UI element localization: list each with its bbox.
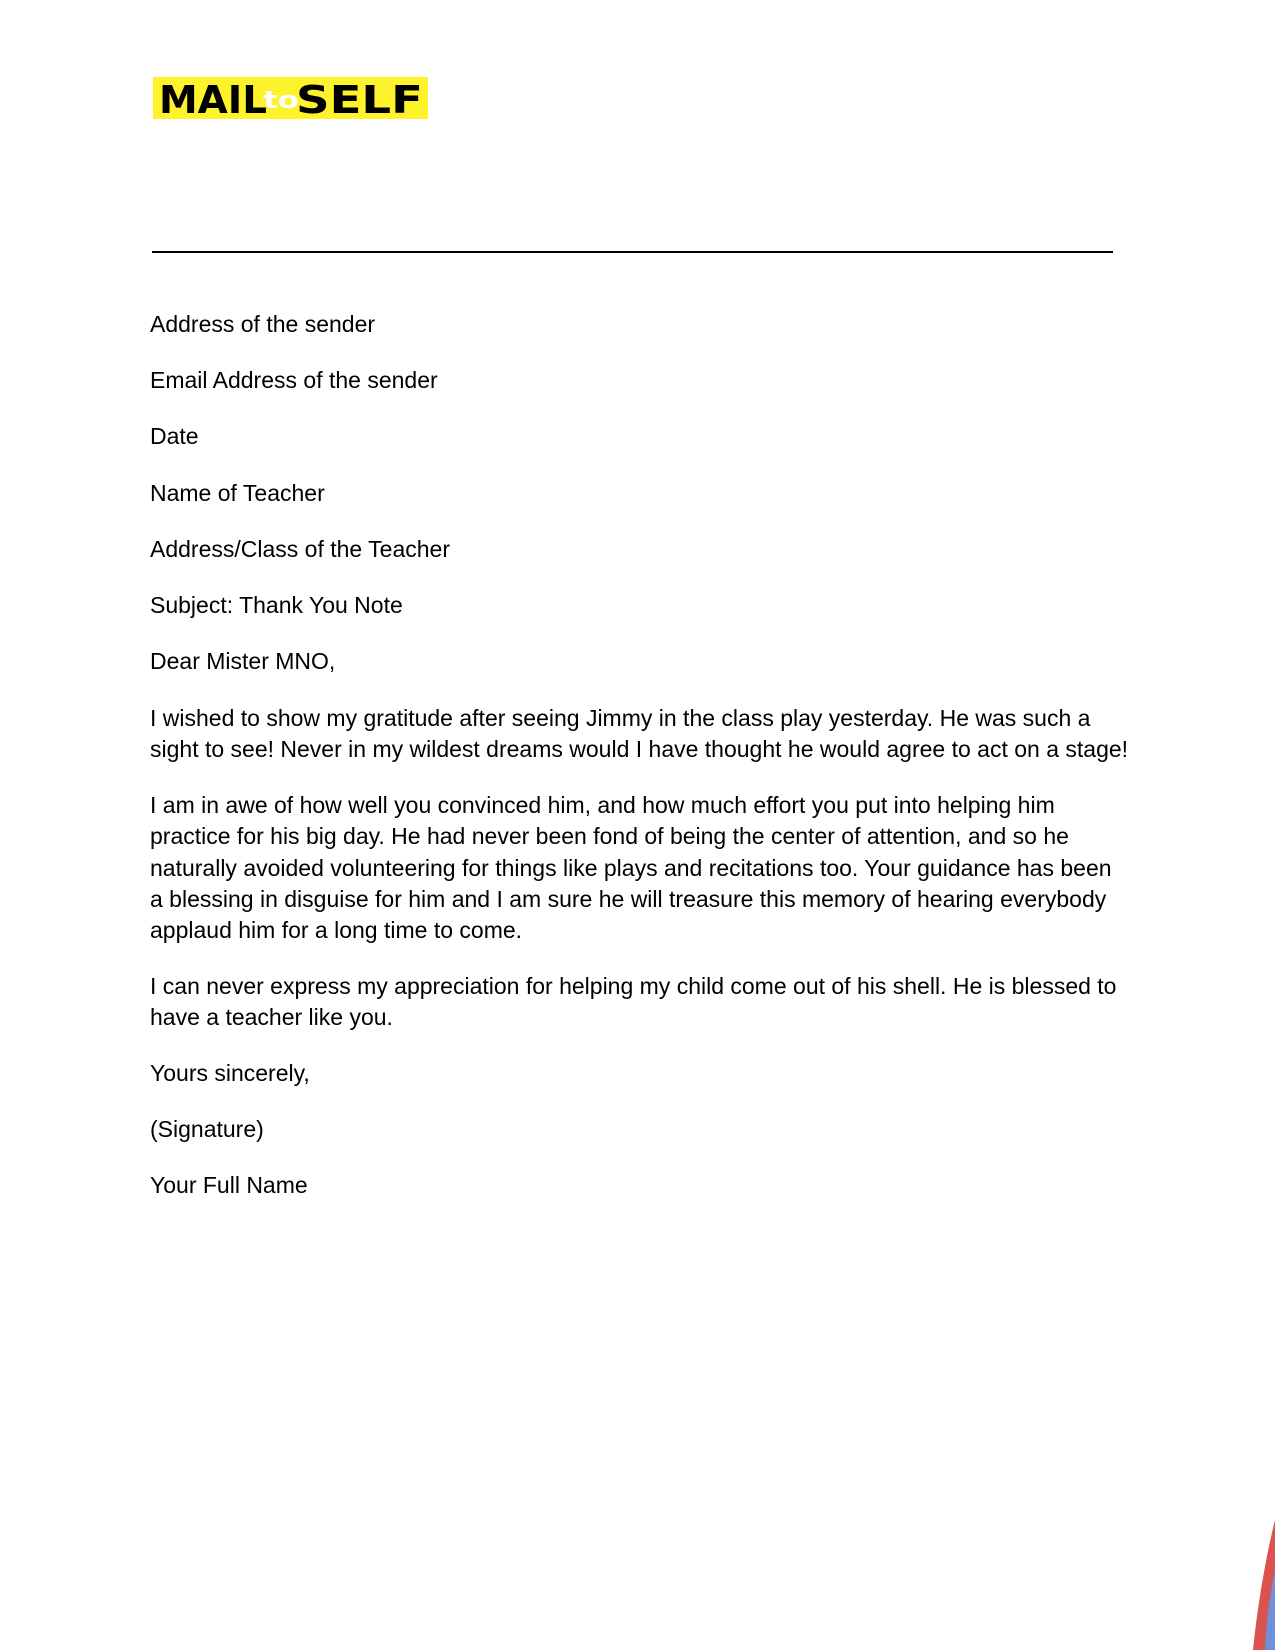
header-divider (152, 251, 1113, 253)
body-line: a blessing in disguise for him and I am sure he will treasure this memory of hearing everybody (150, 885, 1107, 912)
signature-placeholder: (Signature) (150, 1116, 264, 1142)
body-line: naturally avoided volunteering for things like plays and recitations too. Your guidance has been (150, 854, 1112, 881)
body-paragraph-2 (150, 790, 1150, 946)
corner-decoration (1235, 1520, 1275, 1650)
body-line: sight to see! Never in my wildest dreams would I have thought he would agree to act on a stage! (150, 736, 1129, 763)
logo-text-to: to (263, 86, 299, 114)
body-paragraph-3 (150, 971, 1150, 1034)
body-line: I wished to show my gratitude after seeing Jimmy in the class play yesterday. He was such a (150, 705, 1091, 731)
body-line: practice for his big day. He had never been fond of being the center of attention, and so he (150, 823, 1069, 850)
mail-to-self-logo (153, 77, 428, 119)
body-line: have a teacher like you. (150, 1004, 393, 1031)
logo-text-self: SELF (296, 78, 423, 119)
body-line: I can never express my appreciation for helping my child come out of his shell. He is blessed to (150, 973, 1117, 999)
logo-text-mail: MAIL (159, 78, 267, 119)
teacher-address: Address/Class of the Teacher (150, 536, 451, 562)
body-line: applaud him for a long time to come. (150, 917, 523, 944)
sender-full-name: Your Full Name (150, 1172, 308, 1198)
letter-date: Date (150, 423, 199, 449)
logo-wordmark (153, 77, 428, 119)
salutation: Dear Mister MNO, (150, 648, 336, 674)
teacher-name: Name of Teacher (150, 480, 325, 506)
body-paragraph-1 (150, 703, 1150, 766)
sender-email: Email Address of the sender (150, 367, 438, 393)
letter-subject: Subject: Thank You Note (150, 592, 403, 618)
sender-address: Address of the sender (150, 311, 376, 337)
body-line: I am in awe of how well you convinced him, and how much effort you put into helping him (150, 792, 1055, 818)
valediction: Yours sincerely, (150, 1060, 310, 1086)
